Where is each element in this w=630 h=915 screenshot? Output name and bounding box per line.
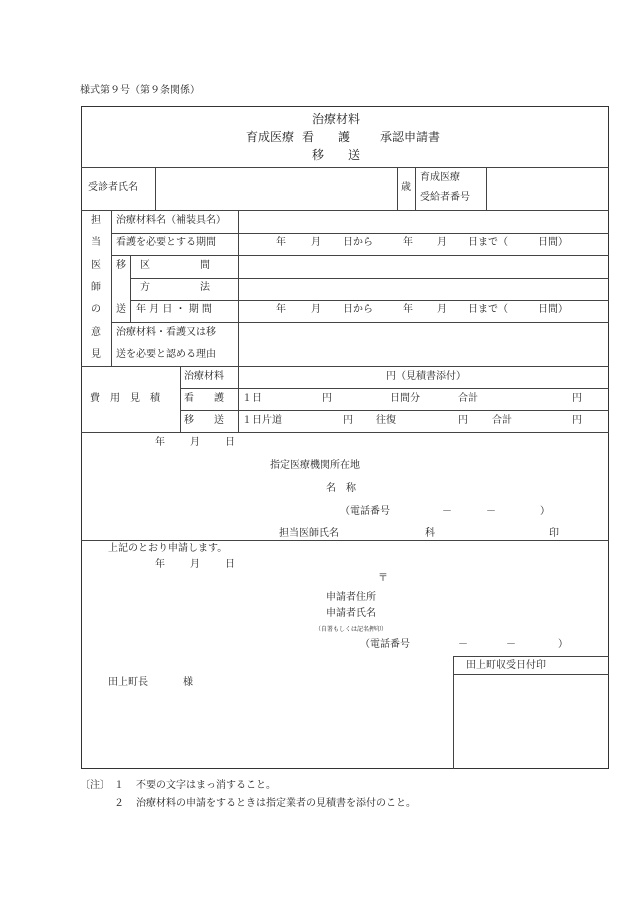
transport-char-1: 移 — [116, 260, 126, 271]
care-days-label: 日間分 — [390, 393, 420, 404]
transport-oneway-label: １日片道 — [242, 415, 282, 426]
transport-yen-1: 円 — [343, 415, 353, 426]
side-char-2: 当 — [91, 237, 101, 248]
applicant-phone-dash1: － — [458, 639, 468, 650]
transport-char-2: 送 — [116, 304, 126, 315]
reason-field[interactable] — [240, 324, 607, 365]
signature-note: （自署もしくは記名押印） — [315, 626, 388, 633]
care-period-year-to: 年 — [403, 237, 413, 248]
applicant-date-month: 月 — [190, 559, 200, 570]
transport-days: 日間） — [538, 304, 568, 315]
care-period-year-from: 年 — [276, 237, 286, 248]
age-label: 歳 — [401, 182, 411, 193]
note-2-text: 治療材料の申請をするときは指定業者の見積書を添付のこと。 — [136, 798, 416, 809]
side-char-4: 師 — [91, 282, 101, 293]
doctor-seal-label: 印 — [549, 528, 559, 539]
addressee-honorific: 様 — [183, 677, 193, 688]
institution-name-label: 名 称 — [326, 483, 356, 494]
patient-name-field[interactable] — [157, 169, 395, 208]
transport-section-label: 区 間 — [140, 260, 210, 271]
cost-care-label: 看 護 — [184, 393, 224, 404]
side-char-5: の — [91, 304, 101, 315]
applicant-address-label: 申請者住所 — [326, 592, 376, 603]
recipient-number-label-line1: 育成医療 — [420, 172, 460, 183]
care-yen-1: 円 — [322, 393, 332, 404]
recipient-number-field[interactable] — [488, 169, 607, 208]
attending-doctor-label: 担当医師氏名 — [279, 528, 339, 539]
addressee: 田上町長 — [108, 677, 148, 688]
cost-transport-label: 移 送 — [184, 415, 224, 426]
institution-address-label: 指定医療機関所在地 — [270, 460, 360, 471]
applicant-phone-dash2: － — [506, 639, 516, 650]
institution-phone-close: ） — [540, 506, 550, 517]
material-name-label: 治療材料名（補装具名） — [116, 215, 226, 226]
care-period-month-from: 月 — [311, 237, 321, 248]
institution-date-month: 月 — [190, 437, 200, 448]
title-line2-right: 承認申請書 — [380, 130, 441, 144]
note-1-number: １ — [114, 780, 124, 791]
applicant-date-day: 日 — [225, 559, 235, 570]
side-char-6: 意 — [91, 327, 101, 338]
applicant-name-label: 申請者氏名 — [326, 608, 376, 619]
transport-yen-3: 円 — [572, 415, 582, 426]
transport-day-from: 日から — [343, 304, 373, 315]
transport-section-field[interactable] — [240, 257, 607, 277]
care-period-month-to: 月 — [437, 237, 447, 248]
institution-date-year: 年 — [155, 437, 165, 448]
transport-date-label: 年 月 日 ・ 期 間 — [136, 304, 212, 315]
care-per-day-label: １日 — [242, 393, 262, 404]
department-label: 科 — [425, 528, 435, 539]
patient-name-label: 受診者氏名 — [88, 182, 138, 193]
transport-method-label: 方 法 — [140, 282, 210, 293]
reason-label-line1: 治療材料・看護又は移 — [116, 327, 216, 338]
care-period-day-from: 日から — [343, 237, 373, 248]
note-1-text: 不要の文字はまっ消すること。 — [136, 780, 276, 791]
title-line3: 移 送 — [312, 148, 361, 162]
transport-yen-2: 円 — [458, 415, 468, 426]
institution-phone-dash2: － — [486, 506, 496, 517]
transport-day-to: 日まで（ — [468, 304, 508, 315]
applicant-phone-label: （電話番号 — [360, 639, 410, 650]
cost-estimate-label: 費 用 見 積 — [90, 393, 160, 404]
form-number: 様式第９号（第９条関係） — [80, 85, 200, 96]
transport-year-to: 年 — [403, 304, 413, 315]
transport-roundtrip-label: 往復 — [376, 415, 396, 426]
transport-method-field[interactable] — [240, 280, 607, 299]
cost-material-label: 治療材料 — [184, 371, 224, 382]
side-char-1: 担 — [91, 215, 101, 226]
note-2-number: ２ — [114, 798, 124, 809]
care-yen-2: 円 — [572, 393, 582, 404]
applicant-phone-close: ） — [558, 639, 568, 650]
side-char-7: 見 — [91, 349, 101, 360]
transport-month-from: 月 — [311, 304, 321, 315]
transport-total-label: 合計 — [492, 415, 512, 426]
title-line2-left: 育成医療 — [246, 130, 295, 144]
care-period-days: 日間） — [538, 237, 568, 248]
care-period-day-to: 日まで（ — [468, 237, 508, 248]
institution-phone-dash1: － — [442, 506, 452, 517]
transport-month-to: 月 — [437, 304, 447, 315]
application-statement: 上記のとおり申請します。 — [108, 543, 228, 554]
material-name-field[interactable] — [240, 212, 607, 232]
title-line1: 治療材料 — [312, 112, 361, 126]
title-line2-mid: 看 護 — [302, 130, 351, 144]
applicant-date-year: 年 — [155, 559, 165, 570]
side-char-3: 医 — [91, 260, 101, 271]
institution-phone-label: （電話番号 — [340, 506, 390, 517]
transport-year-from: 年 — [276, 304, 286, 315]
care-period-label: 看護を必要とする期間 — [116, 237, 216, 248]
care-total-label: 合計 — [458, 393, 478, 404]
institution-date-day: 日 — [225, 437, 235, 448]
recipient-number-label-line2: 受給者番号 — [420, 192, 470, 203]
cost-material-value: 円（見積書添付） — [386, 371, 466, 382]
receipt-stamp-label: 田上町収受日付印 — [466, 660, 546, 671]
reason-label-line2: 送を必要と認める理由 — [116, 349, 216, 360]
notes-prefix: 〔注〕 — [80, 780, 110, 791]
receipt-stamp-area — [455, 676, 607, 767]
postal-mark: 〒 — [378, 573, 388, 584]
